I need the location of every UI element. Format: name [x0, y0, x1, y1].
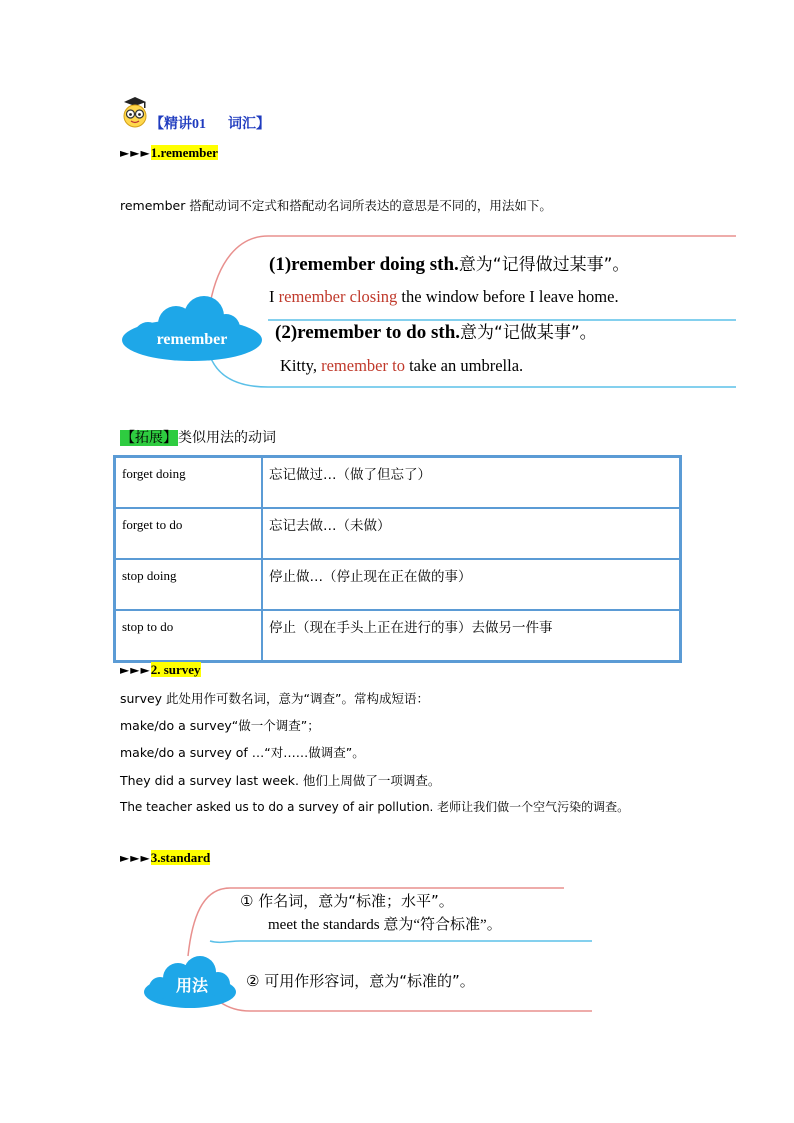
survey-line: They did a survey last week. 他们上周做了一项调查。 — [120, 773, 441, 788]
triangle-arrows-icon: ►►► — [120, 146, 151, 160]
standard-heading — [120, 850, 210, 866]
verb-table — [113, 455, 682, 663]
branch-bottom-line — [220, 1002, 592, 1011]
branch2-example-pre: Kitty, — [280, 356, 322, 375]
standard-branch1-line2: meet the standards 意为“符合标准”。 — [268, 917, 502, 933]
section-title-text: 词汇】 — [228, 117, 270, 132]
section-title-number: 【精讲01 — [150, 117, 206, 132]
survey-line: survey 此处用作可数名词，意为“调查”。常构成短语： — [120, 691, 429, 706]
remember-intro: remember 搭配动词不定式和搭配动名词所表达的意思是不同的，用法如下。 — [120, 198, 552, 213]
table-cell-verb: forget to do — [115, 508, 262, 559]
branch1-example-pre: I — [269, 287, 279, 306]
survey-line: make/do a survey of …“对……做调查”。 — [120, 745, 365, 760]
table-cell-verb: stop doing — [115, 559, 262, 610]
cloud-icon — [122, 296, 262, 361]
survey-heading — [120, 662, 201, 678]
branch2-title-cn: 意为“记做某事”。 — [460, 323, 597, 343]
remember-branch2-title — [275, 318, 597, 344]
branch1-title-cn: 意为“记得做过某事”。 — [458, 255, 630, 275]
extension-heading — [120, 427, 276, 447]
cloud-label: 用法 — [175, 976, 209, 995]
remember-branch1-example — [269, 287, 619, 307]
survey-heading-label: 2. survey — [150, 662, 201, 677]
table-row — [115, 610, 680, 661]
table-row — [115, 508, 680, 559]
branch1-example-red: remember closing — [278, 287, 398, 306]
table-cell-meaning: 停止（现在手头上正在进行的事）去做另一件事 — [262, 610, 680, 661]
standard-branch1-line1: ① 作名词，意为“标准；水平”。 — [240, 892, 454, 910]
remember-branch2-example — [280, 356, 523, 376]
survey-line: make/do a survey“做一个调查”； — [120, 718, 320, 733]
table-cell-meaning: 停止做…（停止现在正在做的事） — [262, 559, 680, 610]
branch2-example-red: remember to — [321, 356, 405, 375]
branch-mid-line — [210, 941, 592, 942]
section-title — [150, 113, 270, 133]
standard-heading-label: 3.standard — [150, 850, 211, 865]
triangle-arrows-icon: ►►► — [120, 663, 151, 677]
table-cell-meaning: 忘记做过…（做了但忘了） — [262, 457, 680, 508]
triangle-arrows-icon: ►►► — [120, 851, 151, 865]
table-row — [115, 559, 680, 610]
branch2-example-post: take an umbrella. — [404, 356, 524, 375]
extension-tag: 【拓展】 — [121, 430, 177, 446]
remember-heading — [120, 145, 218, 161]
branch2-title-en: (2)remember to do sth. — [275, 322, 461, 343]
table-cell-verb: stop to do — [115, 610, 262, 661]
branch1-title-en: (1)remember doing sth. — [269, 254, 459, 275]
standard-branch2: ② 可用作形容词，意为“标准的”。 — [246, 972, 475, 990]
table-cell-meaning: 忘记去做…（未做） — [262, 508, 680, 559]
table-row — [115, 457, 680, 508]
extension-text: 类似用法的动词 — [178, 430, 276, 446]
remember-heading-label: 1.remember — [150, 145, 218, 160]
graduate-mascot-icon — [120, 96, 150, 128]
remember-branch1-title — [269, 250, 629, 276]
table-cell-verb: forget doing — [115, 457, 262, 508]
cloud-label: remember — [156, 331, 228, 348]
branch1-example-post: the window before I leave home. — [397, 287, 619, 306]
survey-line: The teacher asked us to do a survey of air pollution. 老师让我们做一个空气污染的调查。 — [120, 800, 630, 814]
